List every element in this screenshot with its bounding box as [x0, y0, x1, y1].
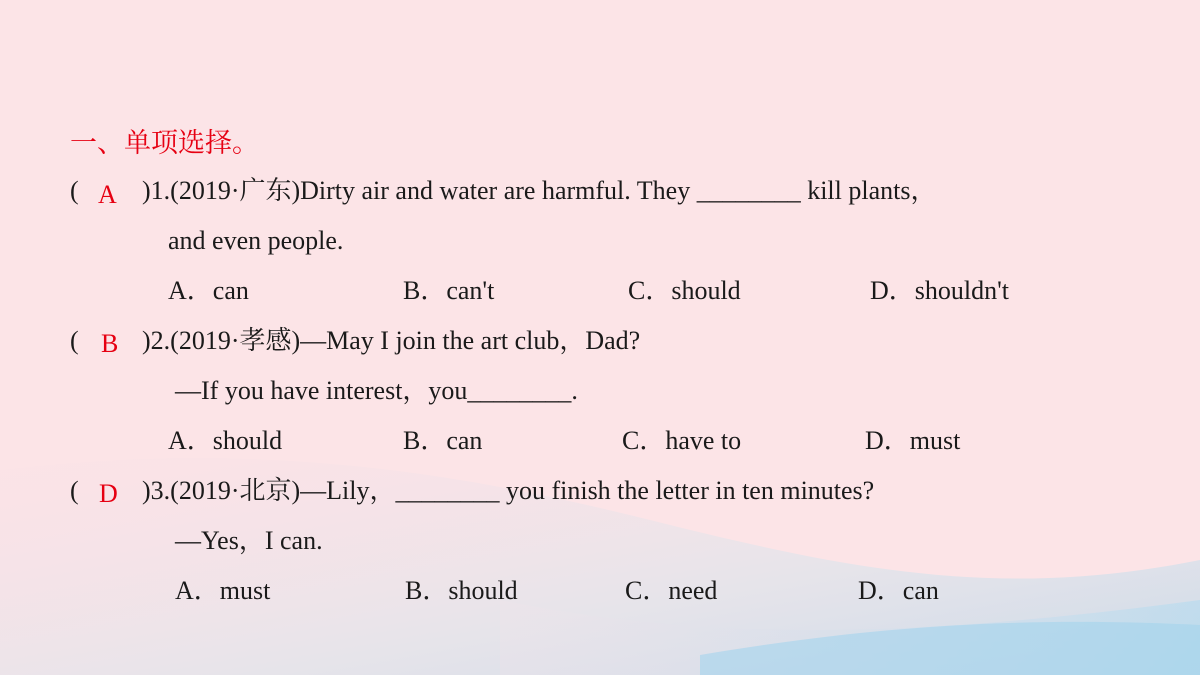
open-paren: ( — [70, 326, 79, 355]
question-2-option-b: B．can — [403, 426, 483, 455]
answer-3: D — [99, 479, 118, 508]
question-3-option-a: A．must — [175, 576, 271, 605]
question-1-option-d: D．shouldn't — [870, 276, 1010, 305]
question-2-stem-line1: )2.(2019·孝感)—May I join the art club，Dad? — [142, 326, 641, 355]
question-3-option-c: C．need — [625, 576, 718, 605]
question-2-stem-line2: —If you have interest，you________. — [175, 376, 578, 405]
open-paren: ( — [70, 476, 79, 505]
open-paren: ( — [70, 176, 79, 205]
question-3-option-b: B．should — [405, 576, 518, 605]
question-1-option-b: B．can't — [403, 276, 495, 305]
question-1-option-c: C．should — [628, 276, 741, 305]
question-1-stem-line1: )1.(2019·广东)Dirty air and water are harmful. They ________ kill plants， — [142, 176, 937, 205]
question-1-stem-line2: and even people. — [168, 226, 344, 255]
question-3-stem-line1: )3.(2019·北京)—Lily，________ you finish the letter in ten minutes? — [142, 476, 875, 505]
question-2-option-a: A．should — [168, 426, 283, 455]
section-title: 一、单项选择。 — [70, 128, 259, 158]
question-1-option-a: A．can — [168, 276, 249, 305]
question-2-option-c: C．have to — [622, 426, 742, 455]
answer-2: B — [101, 329, 119, 358]
answer-1: A — [98, 180, 117, 209]
question-2-option-d: D．must — [865, 426, 961, 455]
question-3-stem-line2: —Yes，I can. — [175, 526, 323, 555]
question-3-option-d: D．can — [858, 576, 939, 605]
